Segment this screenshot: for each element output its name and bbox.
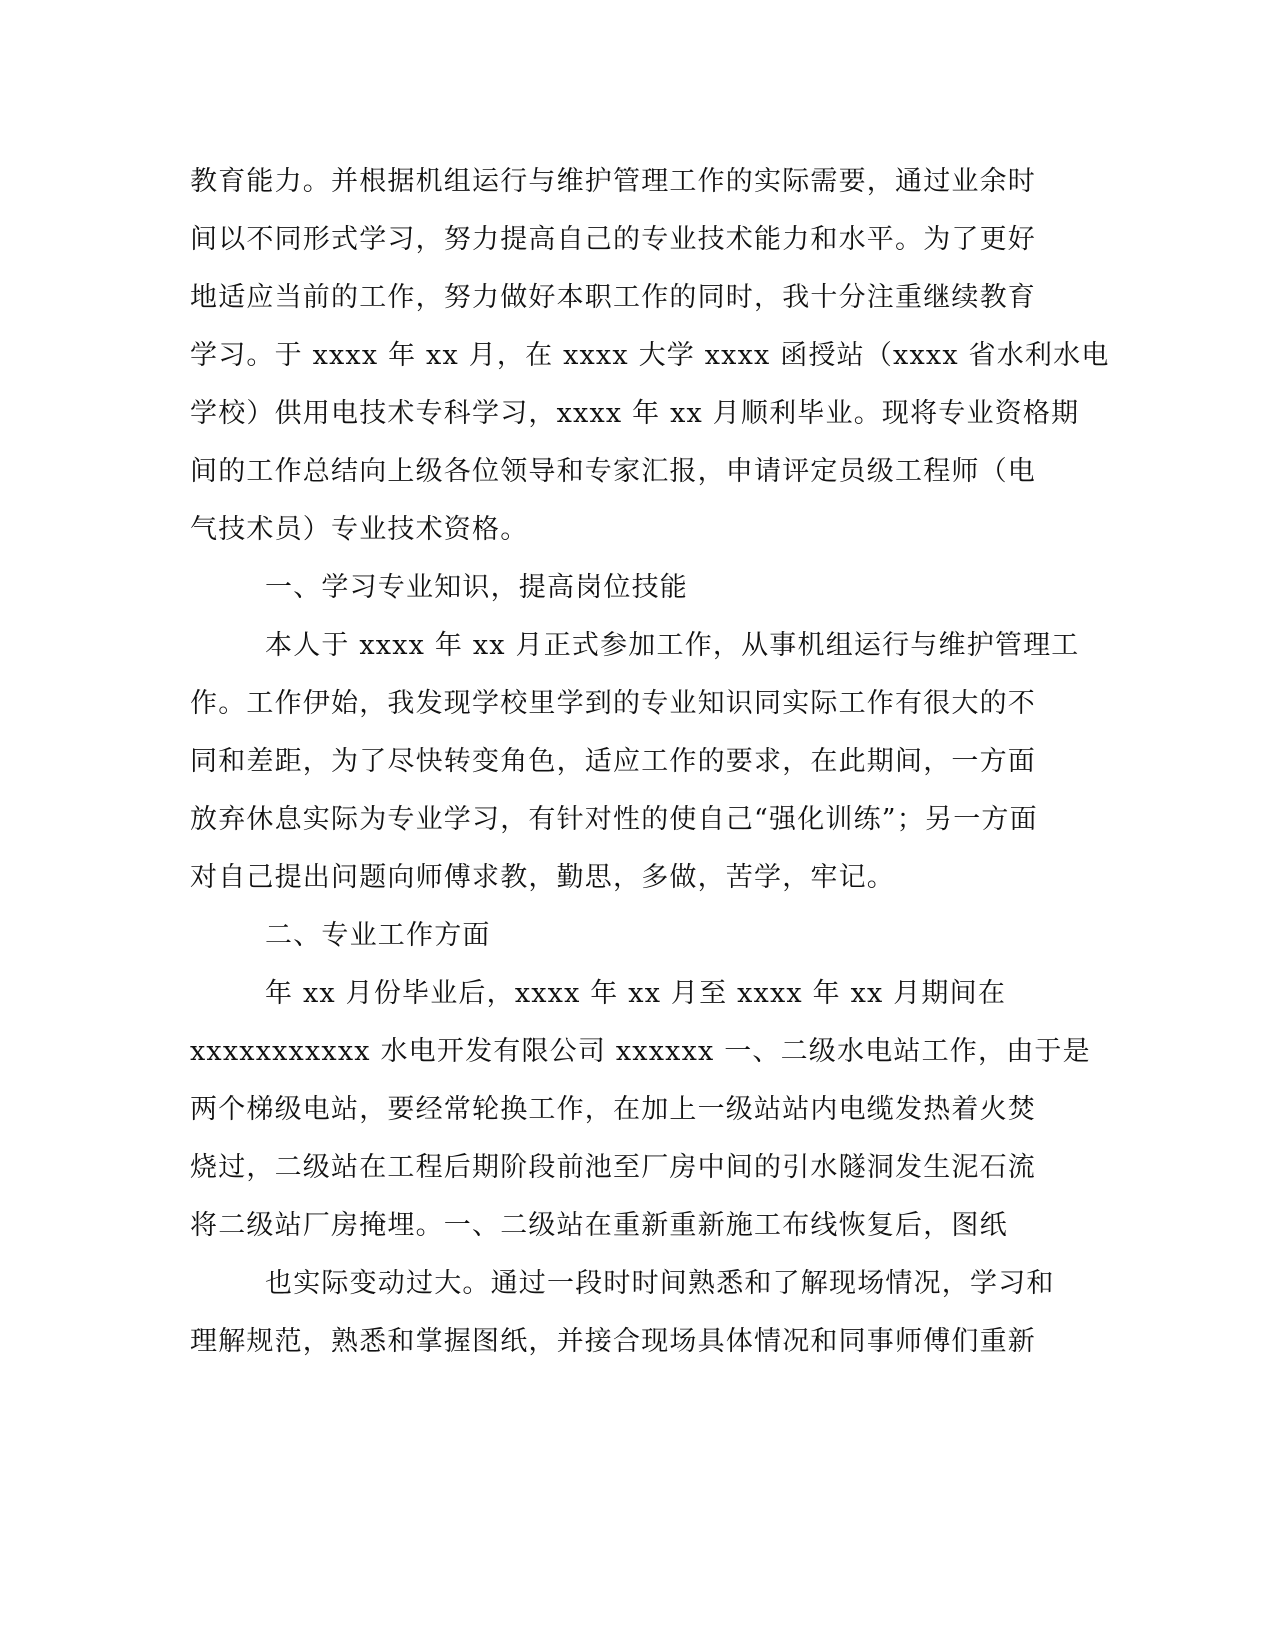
text-line: 年 xx 月份毕业后，xxxx 年 xx 月至 xxxx 年 xx 月期间在 xyxy=(265,978,1007,1009)
text-line: 放弃休息实际为专业学习，有针对性的使自己“强化训练”；另一方面 xyxy=(190,804,1038,835)
text-line: 烧过，二级站在工程后期阶段前池至厂房中间的引水隧洞发生泥石流 xyxy=(190,1152,1036,1183)
text-line: 间的工作总结向上级各位领导和专家汇报，申请评定员级工程师（电 xyxy=(190,456,1036,487)
text-line: 理解规范，熟悉和掌握图纸，并接合现场具体情况和同事师傅们重新 xyxy=(190,1326,1036,1357)
text-line: xxxxxxxxxxx 水电开发有限公司 xxxxxx 一、二级水电站工作，由于是 xyxy=(190,1036,1091,1067)
text-line: 气技术员）专业技术资格。 xyxy=(190,514,529,545)
text-line: 两个梯级电站，要经常轮换工作，在加上一级站站内电缆发热着火焚 xyxy=(190,1094,1036,1125)
text-line: 学习。于 xxxx 年 xx 月，在 xxxx 大学 xxxx 函授站（xxxx 省水利水电 xyxy=(190,340,1110,371)
text-line: 本人于 xxxx 年 xx 月正式参加工作，从事机组运行与维护管理工 xyxy=(265,630,1080,661)
text-line: 间以不同形式学习，努力提高自己的专业技术能力和水平。为了更好 xyxy=(190,224,1036,255)
text-line: 作。工作伊始，我发现学校里学到的专业知识同实际工作有很大的不 xyxy=(190,688,1036,719)
text-line: 教育能力。并根据机组运行与维护管理工作的实际需要，通过业余时 xyxy=(190,166,1036,197)
text-line: 学校）供用电技术专科学习，xxxx 年 xx 月顺利毕业。现将专业资格期 xyxy=(190,398,1080,429)
text-line: 也实际变动过大。通过一段时时间熟悉和了解现场情况，学习和 xyxy=(265,1268,1055,1299)
text-line: 对自己提出问题向师傅求教，勤思，多做，苦学，牢记。 xyxy=(190,862,895,893)
section-heading: 二、专业工作方面 xyxy=(265,920,491,951)
section-heading: 一、学习专业知识，提高岗位技能 xyxy=(265,572,688,603)
text-line: 将二级站厂房掩埋。一、二级站在重新重新施工布线恢复后，图纸 xyxy=(190,1210,1008,1241)
text-line: 地适应当前的工作，努力做好本职工作的同时，我十分注重继续教育 xyxy=(190,282,1036,313)
text-line: 同和差距，为了尽快转变角色，适应工作的要求，在此期间，一方面 xyxy=(190,746,1036,777)
